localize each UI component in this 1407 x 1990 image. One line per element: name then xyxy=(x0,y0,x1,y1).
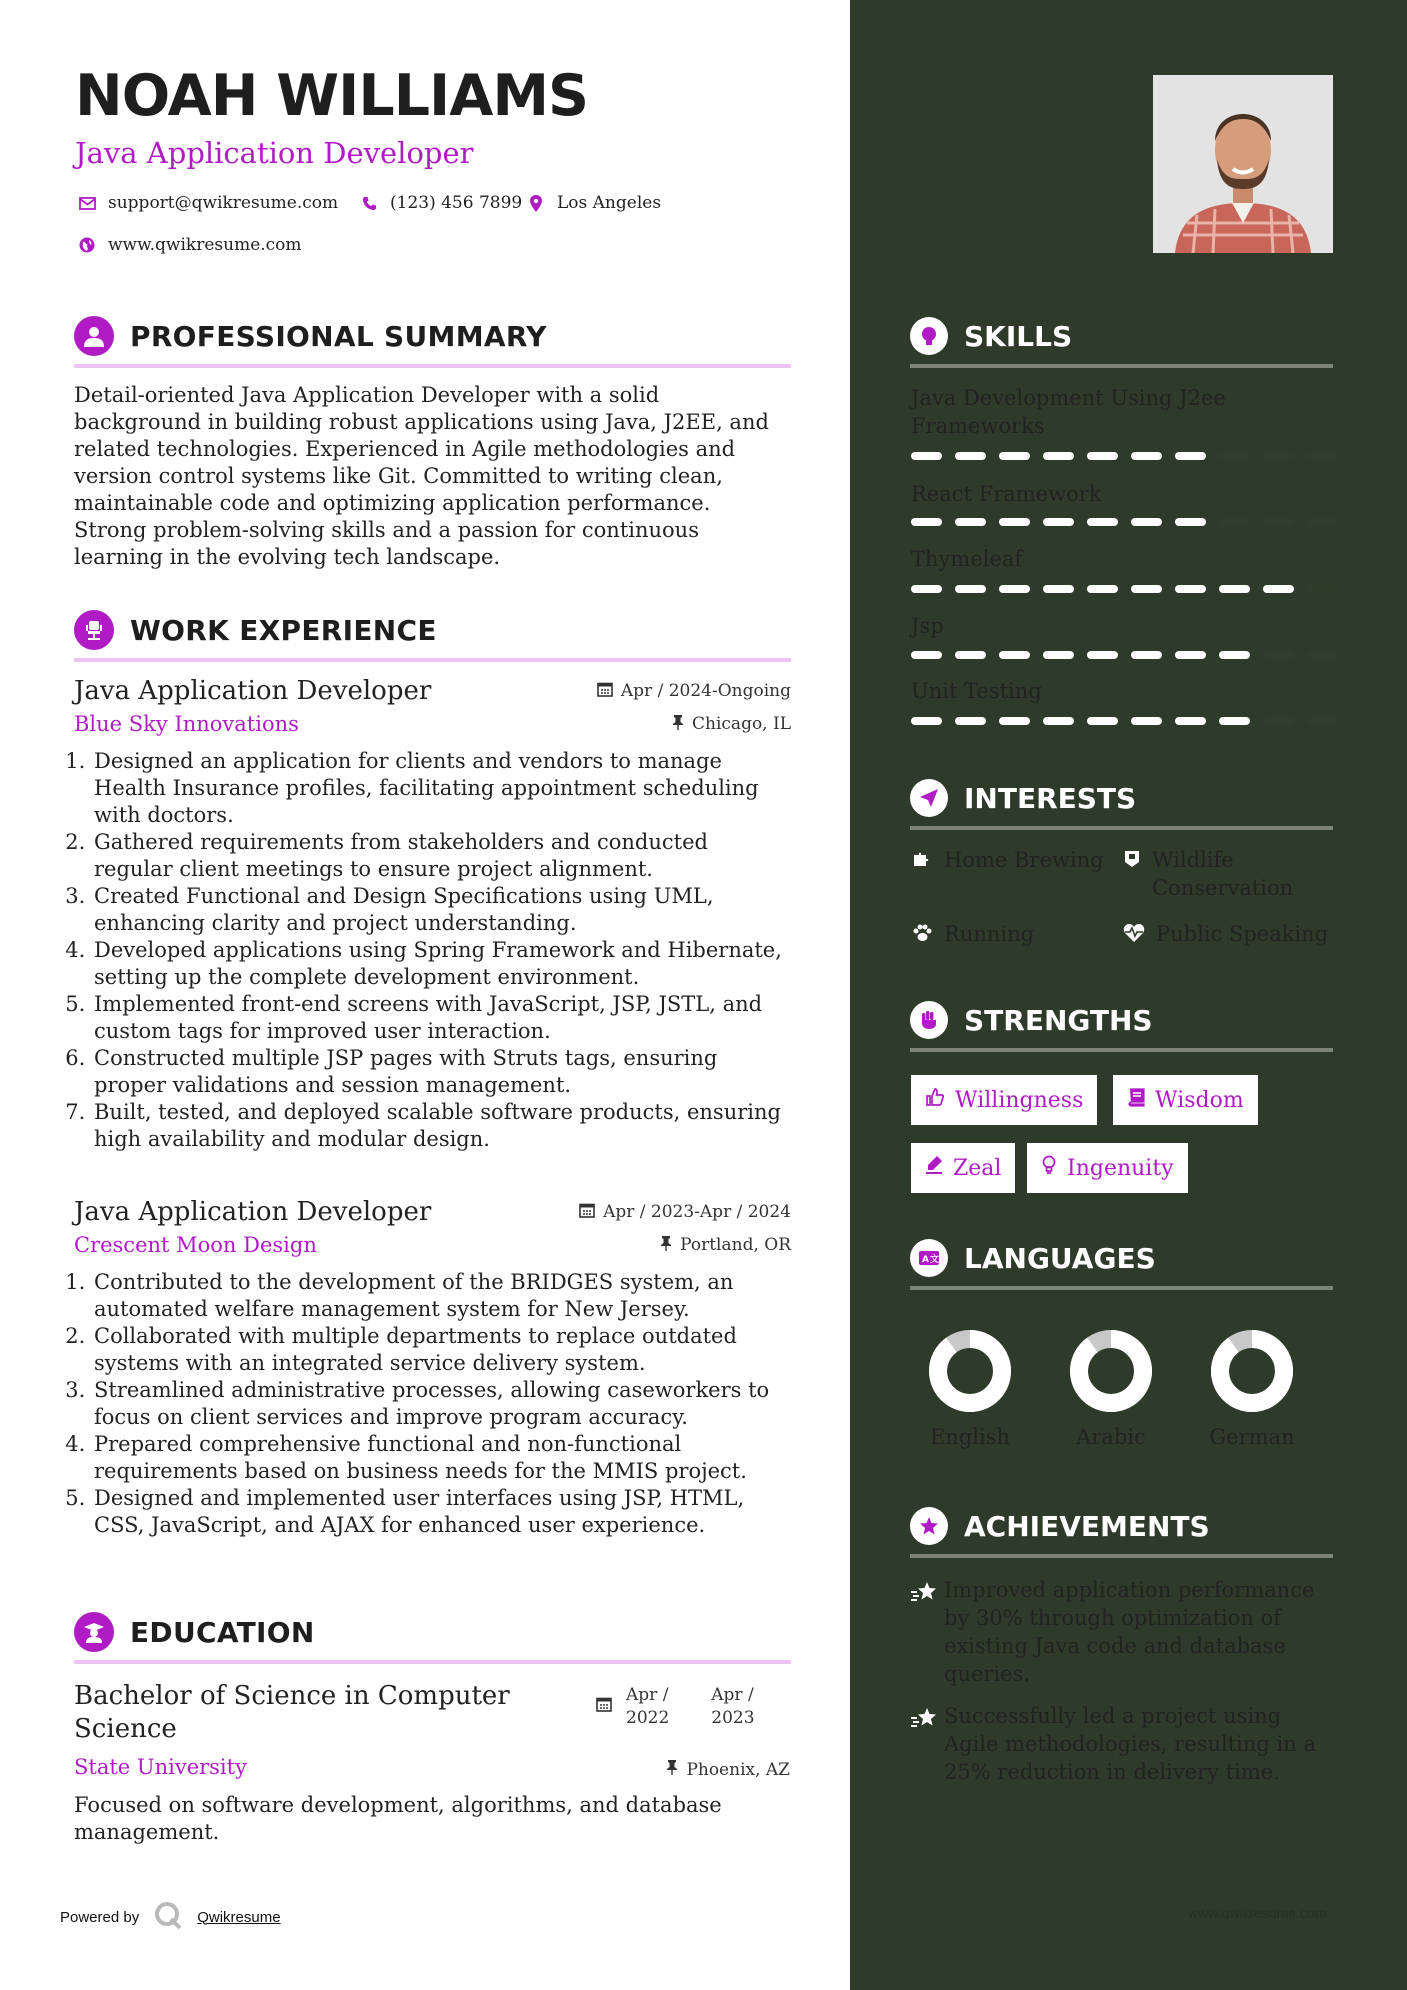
job-date-text: Apr / 2024-Ongoing xyxy=(620,681,791,701)
skill-rating xyxy=(911,452,1338,460)
envelope-icon xyxy=(74,197,100,210)
job-title: Java Application Developer xyxy=(74,1197,432,1227)
skill-dash xyxy=(1043,518,1074,526)
language-label: English xyxy=(929,1425,1011,1449)
interest-label: Running xyxy=(944,922,1035,946)
education-description: Focused on software development, algorithms, and database management. xyxy=(74,1793,722,1844)
language-item xyxy=(1192,1327,1312,1449)
summary-header xyxy=(74,314,791,368)
skill-dash xyxy=(1087,452,1118,460)
degree-title: Bachelor of Science in Computer Science xyxy=(74,1681,510,1744)
job-date-text: Apr / 2023-Apr / 2024 xyxy=(603,1202,791,1222)
skill-dash xyxy=(955,518,986,526)
book-icon xyxy=(1127,1087,1145,1113)
interest-label: Wildlife Conservation xyxy=(1152,848,1294,900)
user-icon xyxy=(74,316,114,356)
interest-label: Home Brewing xyxy=(944,848,1104,872)
skill-dash xyxy=(1219,651,1250,659)
skill-rating xyxy=(911,651,1338,659)
paper-plane-icon xyxy=(910,779,948,817)
skill-dash xyxy=(999,717,1030,725)
skill-dash xyxy=(999,585,1030,593)
skill-dash xyxy=(1131,651,1162,659)
skill-name: Jsp xyxy=(911,614,944,638)
office-chair-icon xyxy=(74,610,114,650)
pushpin-icon xyxy=(666,1759,678,1780)
website-text: www.qwikresume.com xyxy=(108,235,302,255)
pushpin-icon xyxy=(660,1235,672,1256)
skill-dash xyxy=(1307,585,1338,593)
phone-text: (123) 456 7899 xyxy=(390,193,523,213)
contact-website[interactable] xyxy=(74,235,302,255)
strength-label: Zeal xyxy=(953,1155,1002,1181)
education-section xyxy=(74,1610,791,1664)
skill-dash xyxy=(1131,452,1162,460)
job-entry xyxy=(74,1197,791,1539)
job-entry xyxy=(74,676,791,1153)
list-item: 1. Designed an application for clients and vendors to manage Health Insurance profiles, facilitating appointment scheduling with doctors. xyxy=(92,748,791,829)
interest-item xyxy=(910,846,1104,874)
achievement-item xyxy=(910,1576,1340,1688)
star-badge-icon xyxy=(910,1507,948,1545)
shooting-star-icon xyxy=(910,1576,944,1688)
education-start xyxy=(626,1684,669,1730)
skill-dash xyxy=(955,585,986,593)
globe-icon xyxy=(74,237,100,253)
skill-dash xyxy=(1307,717,1338,725)
language-label: Arabic xyxy=(1076,1425,1146,1449)
skill-dash xyxy=(1263,717,1294,725)
profile-photo xyxy=(1153,75,1333,253)
education-title: EDUCATION xyxy=(130,1615,315,1649)
svg-text:A: A xyxy=(922,1255,929,1265)
sidebar xyxy=(850,0,1407,1990)
contact-phone[interactable] xyxy=(356,193,522,213)
language-proficiency-ring xyxy=(1067,1327,1155,1415)
lightbulb-icon xyxy=(1041,1155,1057,1181)
skill-rating xyxy=(911,585,1338,593)
skill-dash xyxy=(1175,585,1206,593)
skill-dash xyxy=(955,717,986,725)
school-location xyxy=(666,1759,790,1780)
achievement-text: Successfully led a project using Agile methodologies, resulting in a 25% reduction in delivery time. xyxy=(944,1704,1316,1784)
languages-header xyxy=(910,1236,1333,1290)
strength-label: Wisdom xyxy=(1155,1087,1244,1113)
skill-dash xyxy=(911,717,942,725)
language-item xyxy=(1051,1327,1171,1449)
experience-section xyxy=(74,608,791,662)
skill-dash xyxy=(1263,651,1294,659)
skill-dash xyxy=(911,518,942,526)
skill-dash xyxy=(1043,585,1074,593)
job-responsibilities xyxy=(74,1269,791,1539)
skill-dash xyxy=(1219,452,1250,460)
ring-fill xyxy=(1079,1339,1143,1403)
calendar-icon xyxy=(579,1202,595,1223)
interest-item xyxy=(910,920,1034,948)
language-proficiency-ring xyxy=(1208,1327,1296,1415)
summary-section xyxy=(74,314,791,571)
language-proficiency-ring xyxy=(926,1327,1014,1415)
skill-dash xyxy=(1087,651,1118,659)
qwikresume-logo-icon xyxy=(153,1900,183,1934)
skill-name: React Framework xyxy=(911,482,1102,506)
skill-dash xyxy=(999,518,1030,526)
interest-item xyxy=(1122,846,1332,902)
powered-by-text: Powered by xyxy=(60,1908,140,1926)
heartbeat-icon xyxy=(1122,920,1146,943)
start-month: Apr / xyxy=(626,1685,669,1705)
end-year: 2023 xyxy=(711,1708,755,1728)
skill-dash xyxy=(911,651,942,659)
skill-dash xyxy=(1263,518,1294,526)
job-role: Java Application Developer xyxy=(75,136,474,170)
job-responsibilities xyxy=(74,748,791,1153)
skill-dash xyxy=(911,585,942,593)
skill-dash xyxy=(999,651,1030,659)
skill-dash xyxy=(1175,651,1206,659)
list-item: 5. Implemented front-end screens with JavaScript, JSP, JSTL, and custom tags for improved user interaction. xyxy=(92,991,791,1045)
summary-text: Detail-oriented Java Application Developer with a solid background in building robust applications using Java, J2EE, and related technologies. Experienced in Agile methodologies and version control systems like Git. Committed to writing clean, maintainable code and optimizing application performance. Strong problem-solving skills and a passion for continuous learning in the evolving tech landscape. xyxy=(74,383,769,569)
job-title: Java Application Developer xyxy=(74,676,432,706)
interests-header xyxy=(910,776,1333,830)
end-month: Apr / xyxy=(711,1685,754,1705)
list-item: 3. Streamlined administrative processes, allowing caseworkers to focus on client services and improve program accuracy. xyxy=(92,1377,791,1431)
skill-dash xyxy=(911,452,942,460)
skill-dash xyxy=(1043,651,1074,659)
skill-dash xyxy=(1175,717,1206,725)
language-item xyxy=(910,1327,1030,1449)
skill-name: Thymeleaf xyxy=(911,547,1023,571)
achievement-text: Improved application performance by 30% through optimization of existing Java code and database queries. xyxy=(944,1578,1315,1686)
strengths-title: STRENGTHS xyxy=(964,1003,1153,1037)
list-item: 4. Prepared comprehensive functional and non-functional requirements based on business needs for the MMIS project. xyxy=(92,1431,791,1485)
list-item: 2. Gathered requirements from stakeholders and conducted regular client meetings to ensure project alignment. xyxy=(92,829,791,883)
achievements-title: ACHIEVEMENTS xyxy=(964,1509,1210,1543)
company-name: Crescent Moon Design xyxy=(74,1233,317,1257)
skill-dash xyxy=(1087,585,1118,593)
pen-icon xyxy=(925,1155,943,1181)
skill-rating xyxy=(911,717,1338,725)
list-item: 1. Contributed to the development of the BRIDGES system, an automated welfare management system for New Jersey. xyxy=(92,1269,791,1323)
footer-website[interactable]: www.qwikresume.com xyxy=(1188,1905,1327,1921)
experience-title: WORK EXPERIENCE xyxy=(130,613,437,647)
skill-dash xyxy=(1043,717,1074,725)
translate-icon xyxy=(910,1239,948,1277)
skill-dash xyxy=(1219,585,1250,593)
job-location-text: Chicago, IL xyxy=(692,714,791,734)
school-name: State University xyxy=(74,1755,247,1779)
phone-icon xyxy=(356,196,382,211)
skill-name: Java Development Using J2ee Frameworks xyxy=(911,386,1226,438)
skills-title: SKILLS xyxy=(964,319,1073,353)
skill-dash xyxy=(1043,452,1074,460)
calendar-icon xyxy=(596,1684,612,1730)
strength-badge xyxy=(911,1143,1015,1193)
skill-dash xyxy=(1131,717,1162,725)
skill-dash xyxy=(1175,518,1206,526)
strength-label: Ingenuity xyxy=(1067,1155,1174,1181)
skill-dash xyxy=(1087,518,1118,526)
map-marker-icon xyxy=(523,195,549,212)
list-item: 4. Developed applications using Spring Framework and Hibernate, setting up the complete development environment. xyxy=(92,937,791,991)
tablet-icon xyxy=(1122,846,1142,869)
skill-dash xyxy=(1307,518,1338,526)
puzzle-icon xyxy=(910,846,934,869)
education-header xyxy=(74,1610,791,1664)
skill-dash xyxy=(999,452,1030,460)
candidate-name: NOAH WILLIAMS xyxy=(75,63,589,129)
strength-badge xyxy=(1027,1143,1188,1193)
skill-dash xyxy=(1175,452,1206,460)
skill-dash xyxy=(1307,452,1338,460)
list-item: 5. Designed and implemented user interfaces using JSP, HTML, CSS, JavaScript, and AJAX for enhanced user experience. xyxy=(92,1485,791,1539)
achievement-item xyxy=(910,1702,1340,1786)
list-item: 6. Constructed multiple JSP pages with Struts tags, ensuring proper validations and session management. xyxy=(92,1045,791,1099)
experience-header xyxy=(74,608,791,662)
strength-badge xyxy=(1113,1075,1258,1125)
language-label: German xyxy=(1209,1425,1295,1449)
skill-dash xyxy=(1219,717,1250,725)
interest-label: Public Speaking xyxy=(1156,922,1329,946)
graduate-icon xyxy=(74,1612,114,1652)
job-location xyxy=(660,1235,791,1256)
job-date xyxy=(597,681,791,702)
school-location-text: Phoenix, AZ xyxy=(686,1759,790,1780)
list-item: 7. Built, tested, and deployed scalable software products, ensuring high availability and modular design. xyxy=(92,1099,791,1153)
skill-dash xyxy=(1263,452,1294,460)
calendar-icon xyxy=(597,681,613,702)
ring-fill xyxy=(1220,1339,1284,1403)
skill-dash xyxy=(1131,518,1162,526)
skill-rating xyxy=(911,518,1338,526)
achievements-header xyxy=(910,1504,1333,1558)
interests-title: INTERESTS xyxy=(964,781,1137,815)
strength-badge xyxy=(911,1075,1097,1125)
company-name: Blue Sky Innovations xyxy=(74,712,299,736)
summary-title: PROFESSIONAL SUMMARY xyxy=(130,319,547,353)
job-location-text: Portland, OR xyxy=(680,1235,791,1255)
skill-dash xyxy=(1219,518,1250,526)
skill-dash xyxy=(955,651,986,659)
ring-fill xyxy=(938,1339,1002,1403)
skill-name: Unit Testing xyxy=(911,679,1042,703)
svg-text:文: 文 xyxy=(930,1255,940,1265)
strengths-header xyxy=(910,998,1333,1052)
skill-dash xyxy=(1087,717,1118,725)
fist-icon xyxy=(910,1001,948,1039)
job-date xyxy=(579,1202,791,1223)
brand-link[interactable]: Qwikresume xyxy=(197,1908,281,1926)
shooting-star-icon xyxy=(910,1702,944,1786)
contact-location xyxy=(523,193,661,213)
skill-dash xyxy=(955,452,986,460)
powered-by xyxy=(60,1900,281,1934)
start-year: 2022 xyxy=(626,1708,670,1728)
languages-title: LANGUAGES xyxy=(964,1241,1156,1275)
skills-header xyxy=(910,314,1333,368)
pushpin-icon xyxy=(672,714,684,735)
email-text: support@qwikresume.com xyxy=(108,193,339,213)
thumbs-up-icon xyxy=(925,1087,945,1113)
job-location xyxy=(672,714,791,735)
lightbulb-icon xyxy=(910,317,948,355)
skill-dash xyxy=(1131,585,1162,593)
contact-email[interactable] xyxy=(74,193,338,213)
list-item: 2. Collaborated with multiple departments to replace outdated systems with an integrated service delivery system. xyxy=(92,1323,791,1377)
skill-dash xyxy=(1263,585,1294,593)
list-item: 3. Created Functional and Design Specifications using UML, enhancing clarity and project understanding. xyxy=(92,883,791,937)
skill-dash xyxy=(1307,651,1338,659)
strength-label: Willingness xyxy=(955,1087,1084,1113)
education-dates xyxy=(596,1684,755,1730)
education-end xyxy=(711,1684,754,1730)
location-text: Los Angeles xyxy=(557,193,662,213)
interest-item xyxy=(1122,920,1328,948)
paw-icon xyxy=(910,920,934,943)
